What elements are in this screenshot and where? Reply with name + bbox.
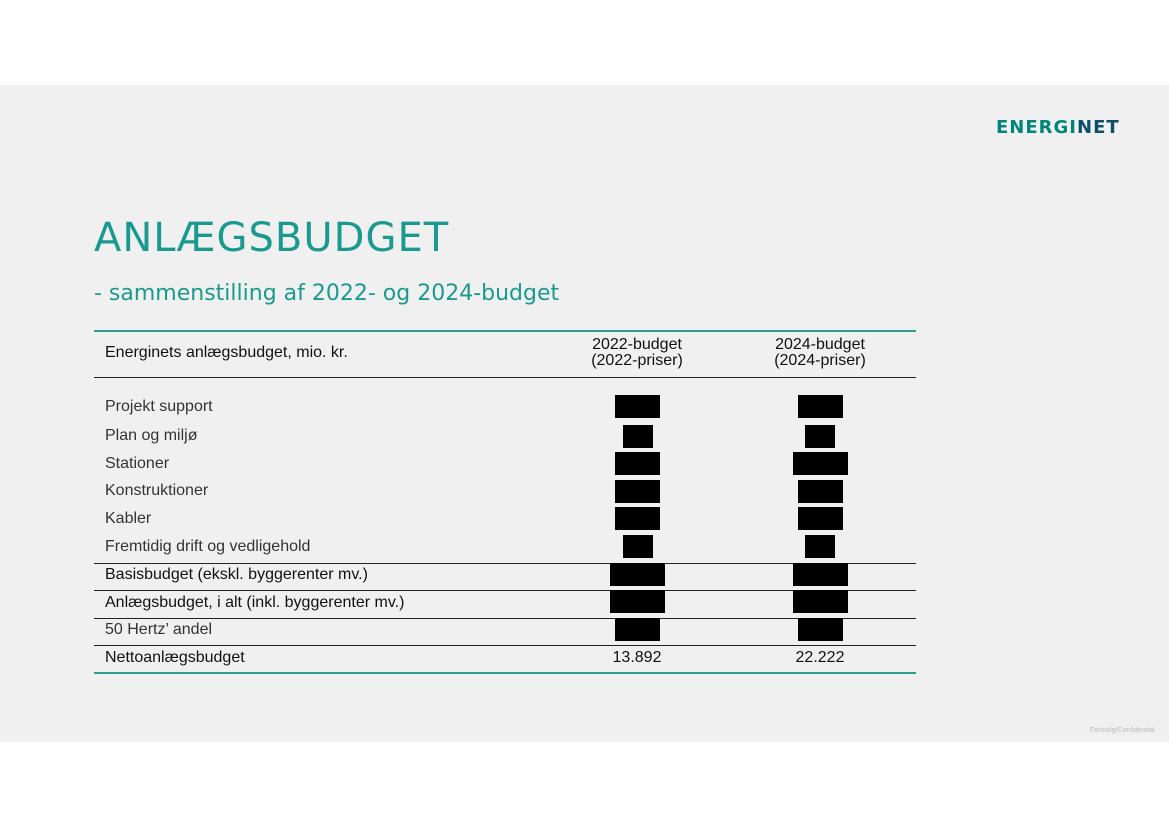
redacted-value bbox=[805, 425, 835, 448]
redacted-value bbox=[615, 395, 660, 418]
redacted-value bbox=[798, 480, 843, 503]
row-label: Kabler bbox=[105, 510, 152, 527]
row-label: Stationer bbox=[105, 455, 170, 472]
redacted-value bbox=[610, 563, 665, 586]
table-header-label: Energinets anlægsbudget, mio. kr. bbox=[105, 344, 348, 361]
column-header-2022 bbox=[567, 337, 707, 369]
row-label: Fremtidig drift og vedligehold bbox=[105, 538, 311, 555]
confidential-footer: Fortrolig/Confidential bbox=[1090, 727, 1155, 734]
row-label: Plan og miljø bbox=[105, 427, 198, 444]
slide-title: ANLÆGSBUDGET bbox=[94, 215, 450, 261]
row-label: Projekt support bbox=[105, 398, 213, 415]
net-budget-2022: 13.892 bbox=[612, 649, 662, 666]
row-label: Konstruktioner bbox=[105, 482, 209, 499]
row-label: Anlægsbudget, i alt (inkl. byggerenter mv.) bbox=[105, 594, 405, 611]
table-top-rule bbox=[94, 330, 916, 332]
column-header-2024-line1: 2024-budget bbox=[775, 336, 865, 353]
column-header-2022-line2: (2022-priser) bbox=[591, 352, 683, 369]
row-label: Basisbudget (ekskl. byggerenter mv.) bbox=[105, 566, 368, 583]
redacted-value bbox=[623, 535, 653, 558]
redacted-value bbox=[615, 507, 660, 530]
redacted-value bbox=[793, 590, 848, 613]
redacted-value bbox=[615, 618, 660, 641]
redacted-value bbox=[793, 563, 848, 586]
row-rule bbox=[94, 618, 916, 619]
row-label: Nettoanlægsbudget bbox=[105, 649, 245, 666]
header-bottom-rule bbox=[94, 377, 916, 378]
redacted-value bbox=[798, 395, 843, 418]
table-bottom-rule bbox=[94, 672, 916, 674]
column-header-2024 bbox=[750, 337, 890, 369]
row-label: 50 Hertz’ andel bbox=[105, 621, 213, 638]
redacted-value bbox=[805, 535, 835, 558]
net-budget-2024: 22.222 bbox=[795, 649, 845, 666]
row-rule bbox=[94, 645, 916, 646]
redacted-value bbox=[610, 590, 665, 613]
redacted-value bbox=[798, 507, 843, 530]
redacted-value bbox=[793, 452, 848, 475]
slide-subtitle: - sammenstilling af 2022- og 2024-budget bbox=[94, 281, 560, 306]
redacted-value bbox=[798, 618, 843, 641]
redacted-value bbox=[623, 425, 653, 448]
column-header-2022-line1: 2022-budget bbox=[592, 336, 682, 353]
redacted-value bbox=[615, 452, 660, 475]
column-header-2024-line2: (2024-priser) bbox=[774, 352, 866, 369]
energinet-logo: ENERGINET bbox=[996, 117, 1120, 138]
redacted-value bbox=[615, 480, 660, 503]
